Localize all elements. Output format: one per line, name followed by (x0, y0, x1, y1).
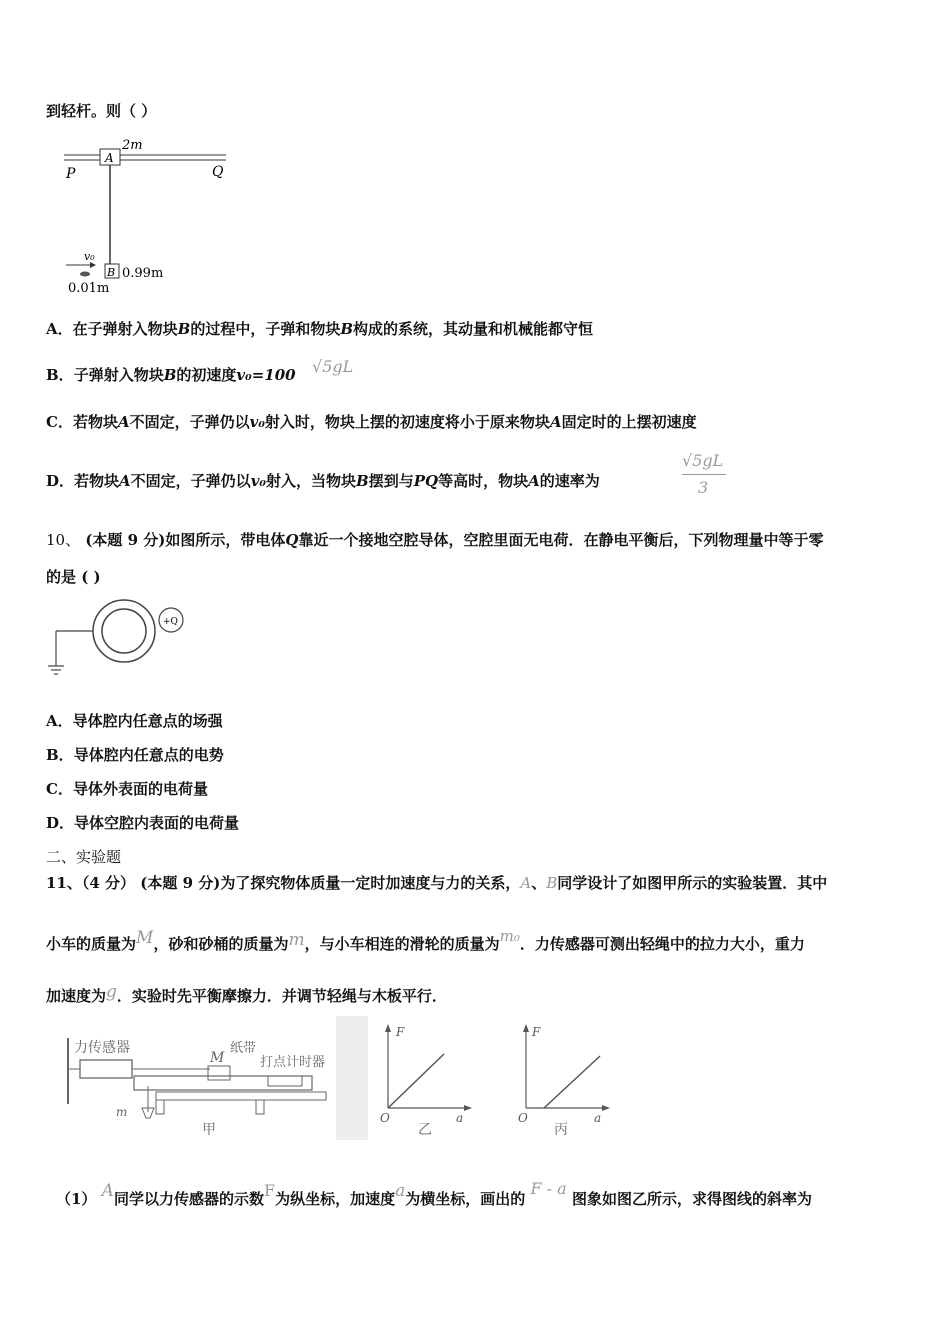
q10-charge-label: +Q (163, 617, 178, 627)
fig-block-a: A (105, 151, 114, 165)
fig-caption-yi: 乙 (418, 1122, 432, 1138)
graph-c-origin: O (518, 1111, 528, 1125)
q9-option-a: A．在子弹射入物块B的过程中，子弹和物块B构成的系统，其动量和机械能都守恒 (46, 320, 594, 338)
section-heading: 二、实验题 (46, 848, 122, 866)
fig-mass-bullet: 0.01m (68, 281, 110, 296)
q9-intro: 到轻杆。则（ ） (46, 102, 157, 120)
graph-c-f-axis: F (532, 1025, 541, 1039)
q11-figure (60, 1016, 620, 1144)
fig-bucket-label: m (116, 1105, 128, 1119)
fig-cart-label: M (210, 1050, 225, 1066)
q11-stem-line1: 11、（4 分） (本题 9 分)为了探究物体质量一定时加速度与力的关系，A、B同学设计了如图甲所示的实验装置．其中 (46, 874, 828, 892)
q10-option-a: A．导体腔内任意点的场强 (46, 712, 223, 730)
q11-sub1: （1） A同学以力传感器的示数F为纵坐标，加速度a为横坐标，画出的 F - a 图象如图乙所示，求得图线的斜率为 (56, 1179, 812, 1208)
q10-option-d: D．导体空腔内表面的电荷量 (46, 814, 240, 832)
fig-v0: v₀ (84, 250, 95, 263)
fig-mass-top: 2m (122, 138, 143, 153)
q9-option-d: D．若物块A不固定，子弹仍以v₀射入，当物块B摆到与PQ等高时，物块A的速率为 (46, 472, 600, 490)
fig-left: P (66, 166, 76, 182)
graph-b-origin: O (380, 1111, 390, 1125)
fig-caption-bing: 丙 (554, 1122, 568, 1138)
fig-caption-jia: 甲 (202, 1122, 216, 1138)
graph-b-f-axis: F (396, 1025, 405, 1039)
q10-stem-line2: 的是 ( ) (46, 568, 101, 586)
q9-option-c: C．若物块A不固定，子弹仍以v₀射入时，物块上摆的初速度将小于原来物块A固定时的上摆初速度 (46, 413, 697, 431)
q10-option-b: B．导体腔内任意点的电势 (46, 746, 224, 764)
fig-sensor-label: 力传感器 (74, 1040, 130, 1056)
fig-tape-label: 纸带 (230, 1041, 257, 1056)
q10-option-c: C．导体外表面的电荷量 (46, 780, 208, 798)
fig-block-b: B (107, 266, 116, 279)
q10-figure (44, 598, 194, 680)
graph-b-a-axis: a (456, 1111, 464, 1125)
fig-timer-label: 打点计时器 (260, 1055, 326, 1070)
graph-c-a-axis: a (594, 1111, 602, 1125)
q10-stem-line1: 10、 (本题 9 分)如图所示，带电体Q靠近一个接地空腔导体，空腔里面无电荷．在静电平衡后，下列物理量中等于零 (46, 531, 824, 549)
q9-option-b-formula: √5gL (312, 357, 354, 376)
q11-stem-line2: 小车的质量为M，砂和砂桶的质量为m，与小车相连的滑轮的质量为m₀．力传感器可测出轻绳中的拉力大小，重力 (46, 927, 805, 953)
q11-stem-line3: 加速度为g．实验时先平衡摩擦力．并调节轻绳与木板平行． (46, 982, 447, 1005)
fraction-bar (682, 474, 726, 475)
fig-right: Q (212, 164, 224, 180)
q9-option-d-denominator: 3 (698, 478, 709, 497)
q9-option-d-numerator: √5gL (682, 451, 724, 470)
q9-figure (60, 136, 240, 296)
fig-mass-b: 0.99m (122, 266, 164, 281)
q9-option-b: B．子弹射入物块B的初速度v₀=100 (46, 366, 296, 384)
